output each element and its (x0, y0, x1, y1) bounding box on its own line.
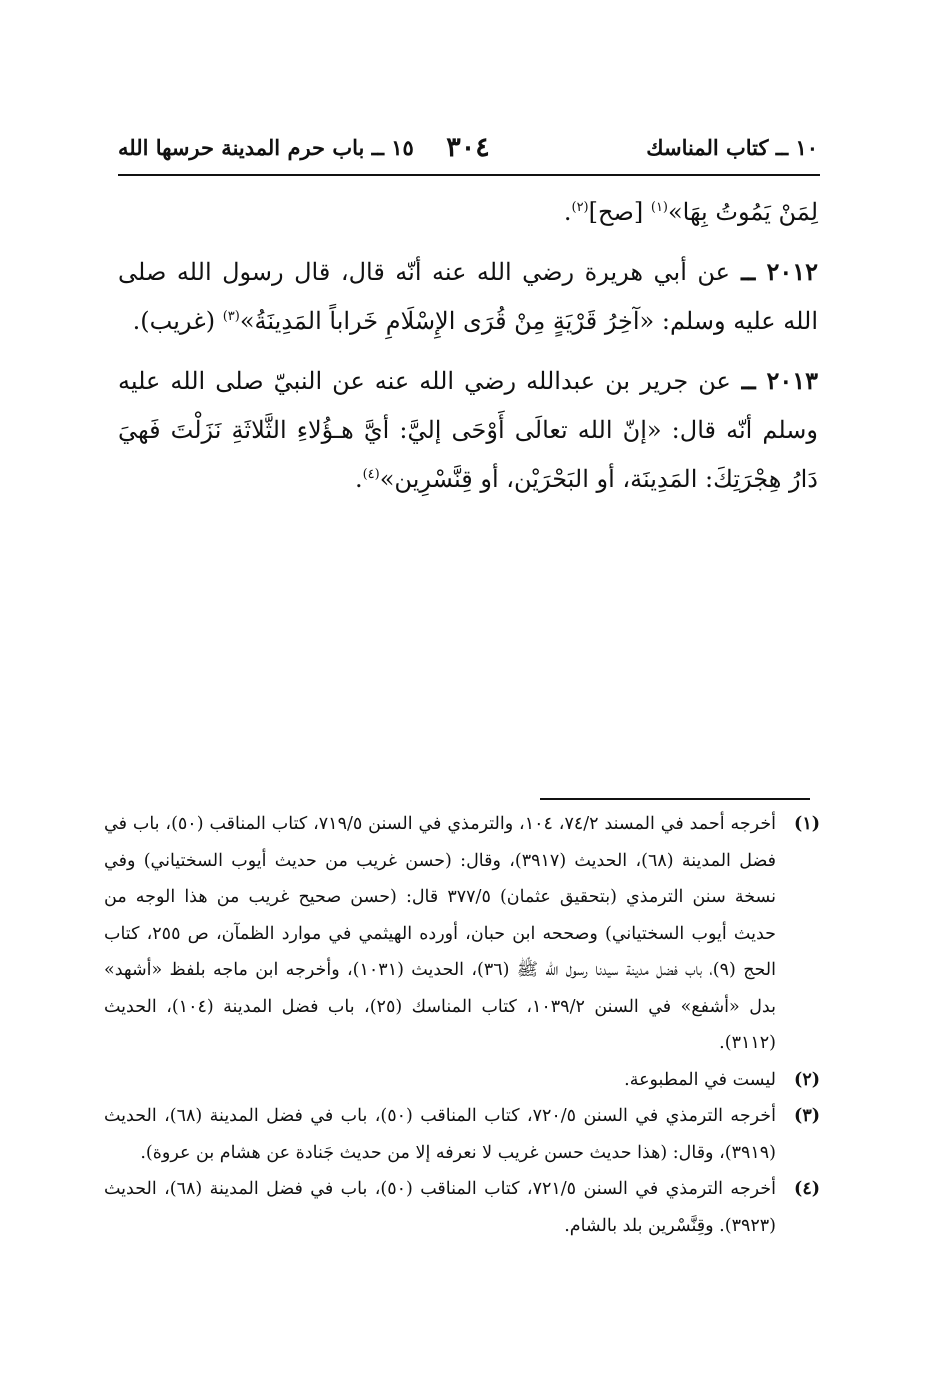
footnote-4 (104, 1171, 820, 1244)
hadith-number: ٢٠١٣ (766, 366, 818, 395)
period: . (354, 465, 363, 493)
hadith-number: ٢٠١٢ (766, 257, 819, 286)
running-header (118, 133, 818, 169)
footnote-text: أخرجه الترمذي في السنن ٧٢١/٥، كتاب المناقب (٥٠)، باب في فضل المدينة (٦٨)، الحديث (٣٩٢٣). وقِنَّسْرين بلد بالشام. (104, 1179, 776, 1236)
footnote-text: أخرجه أحمد في المسند ٧٤/٢، ١٠٤، والترمذي في السنن ٧١٩/٥، كتاب المناقب (٥٠)، باب في فضل المدينة (٦٨)، الحديث (٣٩١٧)، وقال: (حسن غريب من حديث أيوب السختياني) وفي نسخة سنن الترمذي (بتحقيق عثمان) ٣٧٧/٥ قال: (حسن صحيح غريب من هذا الوجه من حديث أيوب السختياني) وصححه ابن حبان، أورده الهيثمي في موارد الظمآن، ص ٢٥٥، كتاب الحج (٩)، باب فضل مدينة سيدنا رسول الله ﷺ (٣٦)، الحديث (١٠٣١)، وأخرجه ابن ماجه بلفظ «أشهد» بدل «أشفع» في السنن ١٠٣٩/٢، كتاب المناسك (٢٥)، باب فضل المدينة (١٠٤)، الحديث (٣١١٢). (104, 814, 777, 1053)
footnote-number: (٤) (794, 1179, 820, 1199)
continuation-paragraph (118, 188, 818, 237)
grade-label: (غريب). (132, 307, 223, 335)
footnote-3 (104, 1098, 820, 1171)
hadith-dash: ــ (730, 366, 767, 395)
footnote-2 (104, 1062, 820, 1099)
period: . (563, 198, 572, 226)
footnote-text: ليست في المطبوعة. (624, 1069, 776, 1090)
hadith-dash: ــ (729, 257, 767, 286)
main-text (118, 188, 818, 514)
continuation-text: لِمَنْ يَمُوتُ بِهَا» (668, 198, 818, 226)
footnote-text: أخرجه الترمذي في السنن ٧٢٠/٥، كتاب المناقب (٥٠)، باب في فضل المدينة (٦٨)، الحديث (٣٩١٩)، وقال: (هذا حديث حسن غريب لا نعرفه إلا من حديث جَنادة عن هشام بن عروة). (104, 1106, 776, 1163)
footnote-divider (540, 798, 810, 800)
footnote-number: (١) (794, 814, 820, 834)
header-section: ١٥ ــ باب حرم المدينة حرسها الله (118, 135, 414, 160)
grade-label: [صح] (588, 198, 651, 226)
footnote-1 (104, 806, 820, 1062)
hadith-2013 (118, 356, 818, 504)
footnote-ref-1: (١) (650, 200, 668, 215)
header-chapter: ١٠ ــ كتاب المناسك (646, 135, 818, 160)
header-divider (118, 174, 820, 176)
footnote-ref-2: (٢) (571, 200, 589, 215)
hadith-text: عن جرير بن عبدالله رضي الله عنه عن النبيّ صلى الله عليه وسلم أنّه قال: «إنّ الله تعالَى أَوْحَى إليَّ: أيَّ هـؤُلاءِ الثَّلاثَةِ نَزَلْتَ فَهيَ دَارُ هِجْرَتِكَ: المَدِينَة، أو البَحْرَيْن، أو قِنَّسْرِين» (118, 367, 818, 493)
footnotes (104, 806, 820, 1244)
footnote-number: (٣) (794, 1106, 820, 1126)
hadith-2012 (118, 247, 818, 346)
footnote-ref-3: (٣) (222, 309, 240, 324)
footnote-number: (٢) (794, 1069, 820, 1090)
footnote-ref-4: (٤) (362, 467, 380, 482)
page-number: ٣٠٤ (446, 132, 490, 163)
hadith-text: عن أبي هريرة رضي الله عنه أنّه قال، قال رسول الله صلى الله عليه وسلم: «آخِرُ قَرْيَةٍ مِنْ قُرَى الإِسْلَامِ خَراباً المَدِينَةُ» (118, 258, 818, 335)
